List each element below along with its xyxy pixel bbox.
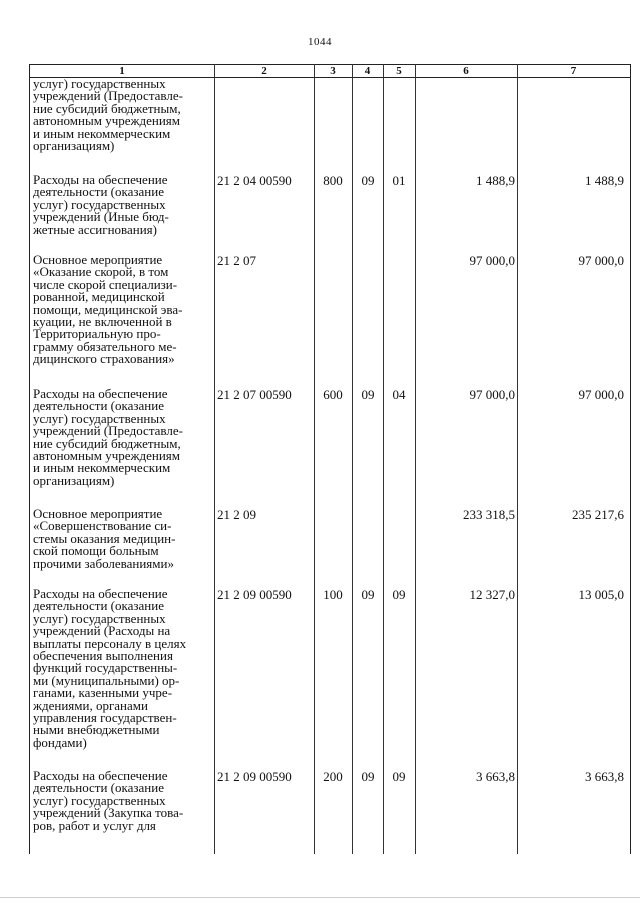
row-col-5: 09 [392, 587, 406, 602]
row-code: 21 2 09 [217, 507, 256, 522]
header-col-5: 5 [396, 65, 402, 77]
row-col-4: 09 [361, 769, 375, 784]
row-col-5: 01 [392, 173, 406, 188]
header-col-2: 2 [261, 65, 267, 77]
column-divider [517, 64, 518, 854]
row-amount-7: 3 663,8 [585, 769, 624, 784]
row-code: 21 2 07 [217, 253, 256, 268]
row-col-4: 09 [361, 387, 375, 402]
row-amount-7: 13 005,0 [578, 587, 624, 602]
row-amount-6: 97 000,0 [469, 387, 515, 402]
header-col-1: 1 [119, 65, 125, 77]
row-col-4: 09 [361, 587, 375, 602]
row-amount-7: 1 488,9 [585, 173, 624, 188]
row-description: Расходы на обеспечение деятельности (оказание услуг) государственных учреждений (Иные бюд- жетные ассигнования) [33, 172, 169, 237]
row-col-3: 600 [323, 387, 343, 402]
row-amount-7: 235 217,6 [572, 507, 624, 522]
row-col-3: 200 [323, 769, 343, 784]
page-number: 1044 [308, 36, 332, 48]
row-code: 21 2 09 00590 [217, 769, 292, 784]
header-col-4: 4 [364, 65, 371, 77]
row-code: 21 2 04 00590 [217, 173, 292, 188]
row-col-3: 100 [323, 587, 343, 602]
row-amount-6: 3 663,8 [476, 769, 515, 784]
row-amount-7: 97 000,0 [578, 387, 624, 402]
row-description: услуг) государственных учреждений (Предоставле- ние субсидий бюджетным, автономным учреждениям и иным некоммерческим организациям) [33, 76, 183, 154]
scan-edge-line [0, 897, 640, 898]
row-description: Основное мероприятие «Оказание скорой, в том числе скорой специализи- рованной, медицинской помощи, медицинской эва- куации, не включенной в Территориальную про- грамму обязательного ме- дицинского страхования» [33, 252, 183, 367]
column-divider [415, 64, 416, 854]
row-code: 21 2 09 00590 [217, 587, 292, 602]
row-code: 21 2 07 00590 [217, 387, 292, 402]
row-description: Расходы на обеспечение деятельности (оказание услуг) государственных учреждений (Расходы на выплаты персоналу в целях обеспечения выполнения функций государственны- ми (муниципальными) ор- ганами, казенными учре- ждениями, органами управления государствен- ными внебюджетными фондами) [33, 586, 187, 750]
row-col-5: 09 [392, 769, 406, 784]
row-description: Расходы на обеспечение деятельности (оказание услуг) государственных учреждений (Закупка това- ров, работ и услуг для [33, 768, 184, 833]
row-amount-6: 1 488,9 [476, 173, 515, 188]
header-col-6: 6 [463, 65, 469, 77]
row-description: Расходы на обеспечение деятельности (оказание услуг) государственных учреждений (Предоставле- ние субсидий бюджетным, автономным учреждениям и иным некоммерческим организациям) [33, 386, 183, 488]
budget-table [29, 64, 631, 854]
row-col-5: 04 [392, 387, 406, 402]
header-col-3: 3 [330, 65, 336, 77]
row-amount-7: 97 000,0 [578, 253, 624, 268]
row-col-4: 09 [361, 173, 375, 188]
row-description: Основное мероприятие «Совершенствование си- стемы оказания медицин- ской помощи больным прочими заболеваниями» [33, 506, 176, 571]
column-divider [214, 64, 215, 854]
row-amount-6: 12 327,0 [469, 587, 515, 602]
header-col-7: 7 [570, 65, 577, 77]
row-amount-6: 233 318,5 [463, 507, 515, 522]
row-amount-6: 97 000,0 [469, 253, 515, 268]
row-col-3: 800 [323, 173, 343, 188]
